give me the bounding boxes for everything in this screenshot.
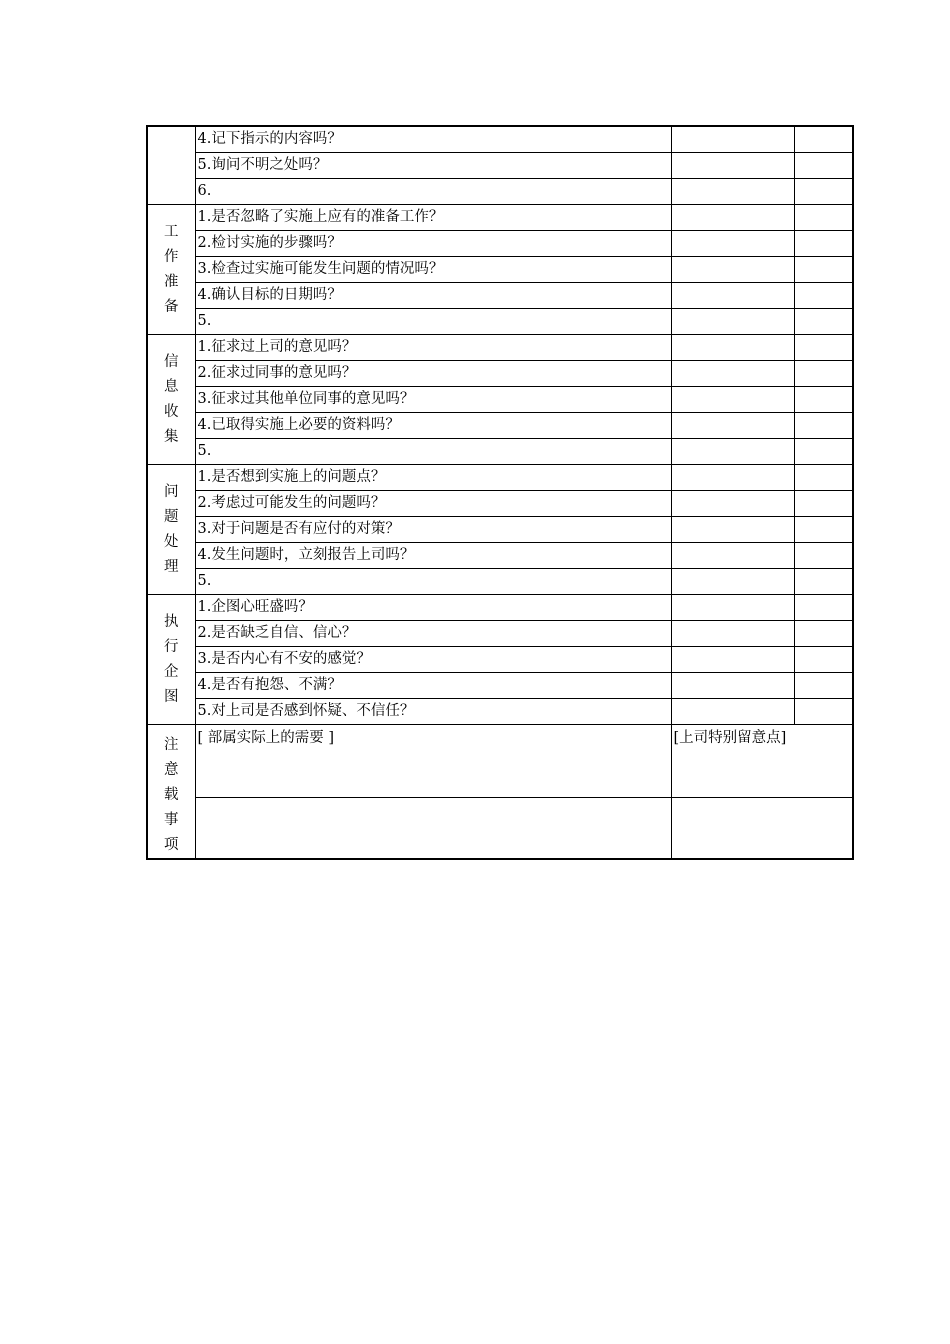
answer-cell[interactable] <box>671 699 794 725</box>
checklist-row <box>147 387 853 413</box>
score-cell[interactable] <box>794 465 853 491</box>
question-text: 5. <box>195 569 671 595</box>
answer-cell[interactable] <box>671 595 794 621</box>
answer-cell[interactable] <box>671 309 794 335</box>
category-label <box>147 595 195 725</box>
question-text: 2.征求过同事的意见吗？ <box>195 361 671 387</box>
score-cell[interactable] <box>794 257 853 283</box>
question-text: 2.是否缺乏自信、信心？ <box>195 621 671 647</box>
question-text: 3.对于问题是否有应付的对策？ <box>195 517 671 543</box>
answer-cell[interactable] <box>671 621 794 647</box>
checklist-row <box>147 439 853 465</box>
question-text: 5.询问不明之处吗？ <box>195 153 671 179</box>
checklist-row <box>147 153 853 179</box>
score-cell[interactable] <box>794 621 853 647</box>
question-text: 1.是否想到实施上的问题点？ <box>195 465 671 491</box>
checklist-row <box>147 309 853 335</box>
category-text: 工 作 准 备 <box>164 224 179 315</box>
checklist-row <box>147 413 853 439</box>
checklist-row <box>147 361 853 387</box>
notes-body-row <box>147 797 853 859</box>
category-text: 注 意 载 事 项 <box>164 737 179 853</box>
answer-cell[interactable] <box>671 283 794 309</box>
question-text: 1.企图心旺盛吗？ <box>195 595 671 621</box>
answer-cell[interactable] <box>671 335 794 361</box>
checklist-row <box>147 621 853 647</box>
answer-cell[interactable] <box>671 543 794 569</box>
question-text: 4.记下指示的内容吗？ <box>195 126 671 153</box>
checklist-row <box>147 595 853 621</box>
checklist-row <box>147 517 853 543</box>
checklist-row <box>147 205 853 231</box>
answer-cell[interactable] <box>671 179 794 205</box>
checklist-row <box>147 491 853 517</box>
answer-cell[interactable] <box>671 257 794 283</box>
subordinate-needs-header: [ 部属实际上的需要 ] <box>195 725 671 798</box>
score-cell[interactable] <box>794 179 853 205</box>
score-cell[interactable] <box>794 491 853 517</box>
answer-cell[interactable] <box>671 126 794 153</box>
score-cell[interactable] <box>794 543 853 569</box>
category-label <box>147 335 195 465</box>
answer-cell[interactable] <box>671 517 794 543</box>
checklist-row <box>147 257 853 283</box>
score-cell[interactable] <box>794 387 853 413</box>
score-cell[interactable] <box>794 673 853 699</box>
answer-cell[interactable] <box>671 439 794 465</box>
supervisor-notes-header: [上司特别留意点] <box>671 725 853 798</box>
checklist-row <box>147 569 853 595</box>
answer-cell[interactable] <box>671 387 794 413</box>
question-text: 4.是否有抱怨、不满？ <box>195 673 671 699</box>
question-text: 3.检查过实施可能发生问题的情况吗？ <box>195 257 671 283</box>
checklist-row <box>147 673 853 699</box>
score-cell[interactable] <box>794 231 853 257</box>
question-text: 4.发生问题时，立刻报告上司吗？ <box>195 543 671 569</box>
question-text: 1.是否忽略了实施上应有的准备工作？ <box>195 205 671 231</box>
checklist-row <box>147 647 853 673</box>
question-text: 2.考虑过可能发生的问题吗？ <box>195 491 671 517</box>
score-cell[interactable] <box>794 569 853 595</box>
score-cell[interactable] <box>794 126 853 153</box>
question-text: 3.是否内心有不安的感觉？ <box>195 647 671 673</box>
category-text: 执 行 企 图 <box>164 613 179 705</box>
question-text: 3.征求过其他单位同事的意见吗？ <box>195 387 671 413</box>
notes-header-row <box>147 725 853 798</box>
checklist-row <box>147 699 853 725</box>
answer-cell[interactable] <box>671 413 794 439</box>
category-label <box>147 725 195 860</box>
question-text: 6. <box>195 179 671 205</box>
score-cell[interactable] <box>794 309 853 335</box>
answer-cell[interactable] <box>671 231 794 257</box>
score-cell[interactable] <box>794 413 853 439</box>
category-label <box>147 205 195 335</box>
score-cell[interactable] <box>794 283 853 309</box>
score-cell[interactable] <box>794 205 853 231</box>
category-label <box>147 465 195 595</box>
answer-cell[interactable] <box>671 673 794 699</box>
checklist-table <box>146 125 854 860</box>
answer-cell[interactable] <box>671 569 794 595</box>
question-text: 4.确认目标的日期吗？ <box>195 283 671 309</box>
score-cell[interactable] <box>794 647 853 673</box>
score-cell[interactable] <box>794 153 853 179</box>
question-text: 4.已取得实施上必要的资料吗？ <box>195 413 671 439</box>
score-cell[interactable] <box>794 595 853 621</box>
answer-cell[interactable] <box>671 465 794 491</box>
question-text: 5. <box>195 439 671 465</box>
score-cell[interactable] <box>794 335 853 361</box>
answer-cell[interactable] <box>671 647 794 673</box>
checklist-row <box>147 543 853 569</box>
checklist-row <box>147 465 853 491</box>
checklist-row <box>147 231 853 257</box>
checklist-body <box>147 126 853 859</box>
score-cell[interactable] <box>794 361 853 387</box>
question-text: 1.征求过上司的意见吗？ <box>195 335 671 361</box>
question-text: 5. <box>195 309 671 335</box>
score-cell[interactable] <box>794 517 853 543</box>
answer-cell[interactable] <box>671 491 794 517</box>
score-cell[interactable] <box>794 699 853 725</box>
answer-cell[interactable] <box>671 361 794 387</box>
checklist-row <box>147 335 853 361</box>
subordinate-needs-area[interactable] <box>195 797 671 859</box>
checklist-row <box>147 179 853 205</box>
checklist-row <box>147 126 853 153</box>
answer-cell[interactable] <box>671 205 794 231</box>
category-text: 信 息 收 集 <box>164 353 179 445</box>
checklist-row <box>147 283 853 309</box>
category-label <box>147 126 195 205</box>
score-cell[interactable] <box>794 439 853 465</box>
category-text: 问 题 处 理 <box>164 483 179 575</box>
question-text: 5.对上司是否感到怀疑、不信任？ <box>195 699 671 725</box>
question-text: 2.检讨实施的步骤吗？ <box>195 231 671 257</box>
answer-cell[interactable] <box>671 153 794 179</box>
supervisor-notes-area[interactable] <box>671 797 853 859</box>
